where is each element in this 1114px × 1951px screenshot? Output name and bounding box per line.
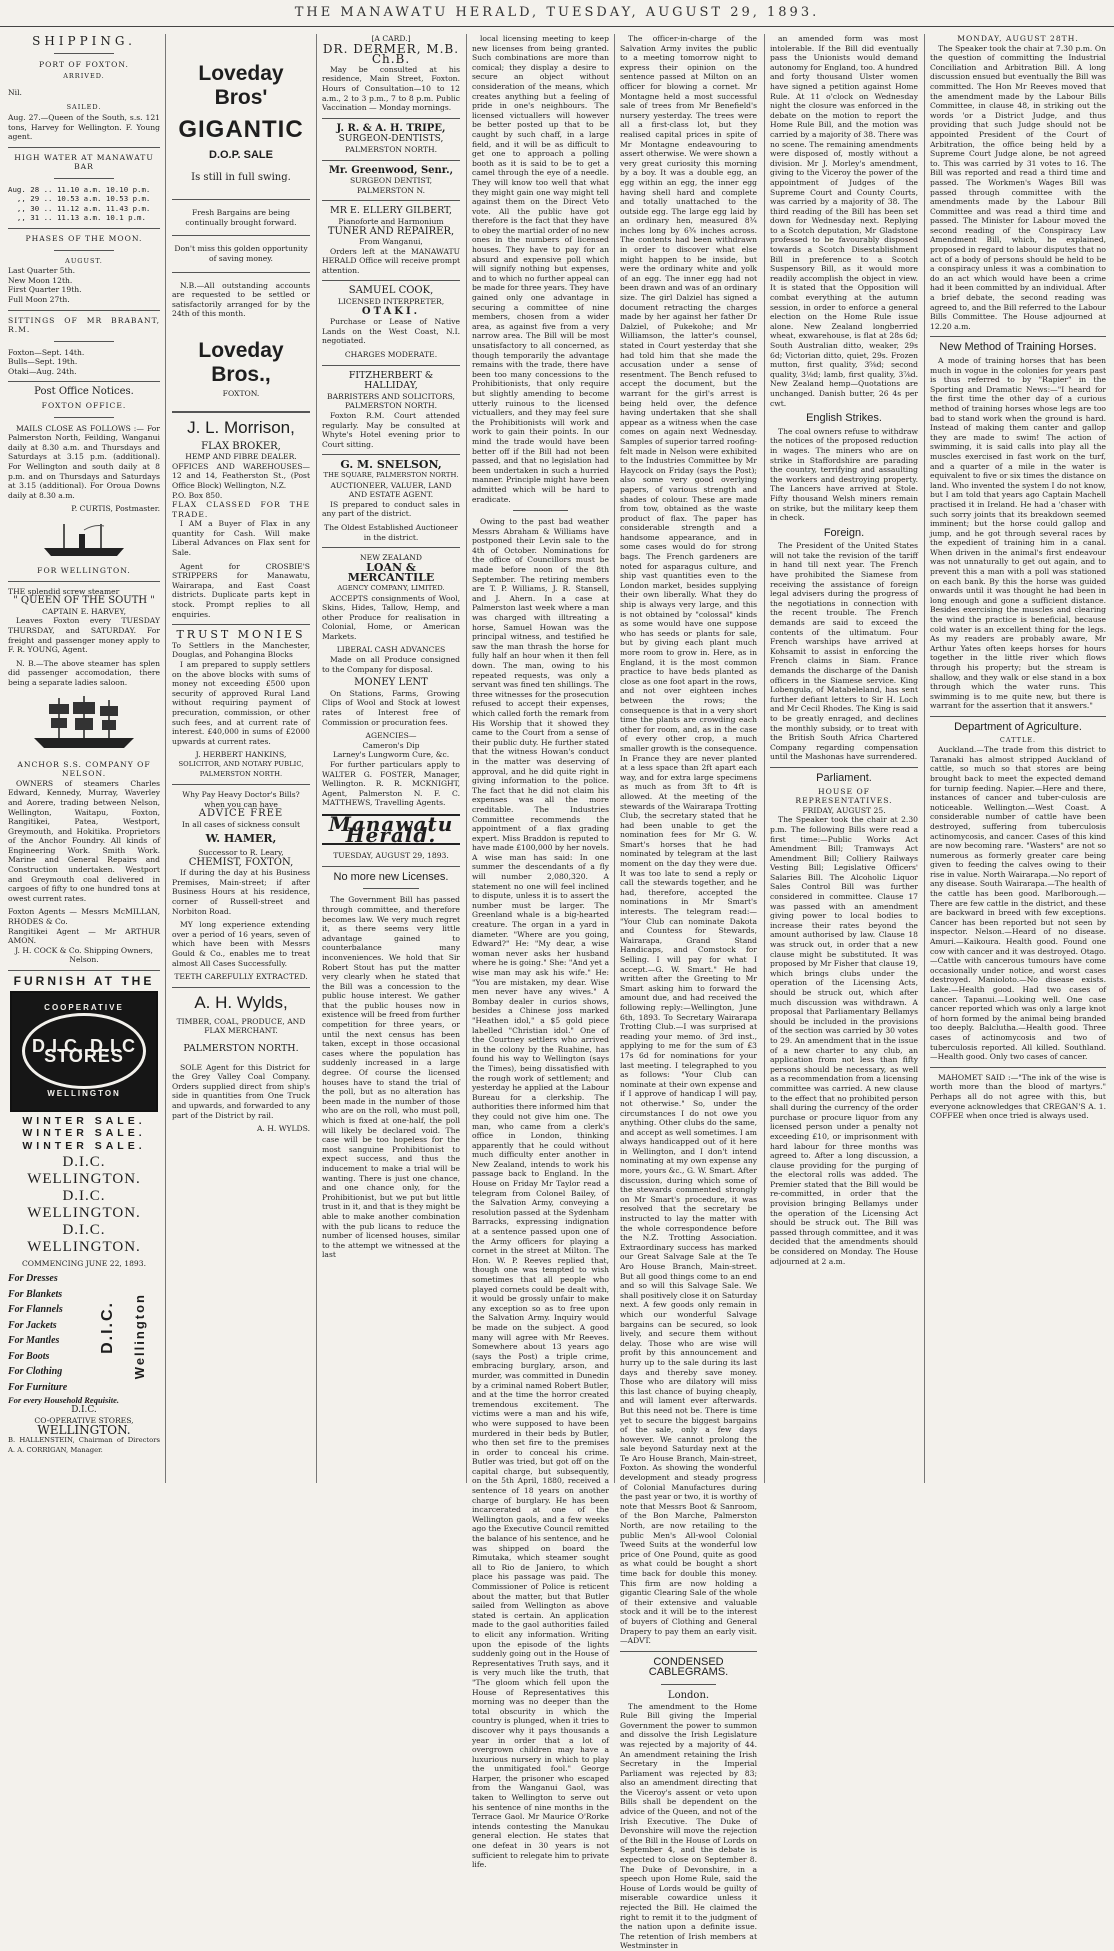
- divider: [322, 365, 460, 366]
- divider: [322, 866, 460, 867]
- list-item: For Flannels: [8, 1304, 63, 1316]
- why-pay: Why Pay Heavy Doctor's Bills? when you can have: [182, 790, 300, 809]
- cable-title: CONDENSED CABLEGRAMS.: [648, 1655, 729, 1679]
- sittings-row: Bulls—Sept. 19th.: [8, 357, 78, 367]
- wellington-title: WELLINGTON.: [37, 1423, 131, 1438]
- dic-wellington: D.I.C. WELLINGTON.: [27, 1187, 141, 1221]
- further: For further particulars apply to WALTER G. FOSTER, Manager, Wellington. R. R. MCKNIGHT, Agent, Palmerston N. F. C. MATTHEWS, Travelling Agents.: [322, 760, 460, 808]
- column-1: [8, 34, 160, 1483]
- divider: [54, 417, 115, 418]
- sittings-title: SITTINGS OF MR BRABANT, R.M.: [8, 315, 160, 335]
- dic-logo-top: COOPERATIVE: [44, 1002, 124, 1012]
- local-news-2: The officer-in-charge of the Salvation Army invites the public to a meeting tomorrow night to express their opinion on the sentence passed at Milton on an officer for blowing a cornet. Mr Montagne held a most successful sale of trees from Mr Benefield's nursery yesterday. The trees were all a first-class lot, but they realised capital prices in spite of Mr Montagne endeavouring to assert otherwise. We were shown a very great curiosity this morning by a boy. It was a double egg, an egg within an egg, the inner egg having shell hard and complete and totally unattached to the outside egg. The large egg laid by an ordinary hen, measured 8¾ inches long by 6¾ inches across. The contents had been withdrawn in order to discover what else might happen to be inside, but were the ordinary white and yolk of an egg. The inner egg had not been drawn and was of an ordinary size. The girl Dalziel has signed a document retracting the charges made by her against her father Dr Dalziel, of Pukekohe; and Mr Williamson, the latter's counsel, stated in Court yesterday that she had told him that she made the accusation under a sense of resentment. The Bench refused to accept the document, but the warrant for the girl's arrest is being held over, the defence having undertaken that she shall appear as a witness when the case comes on again next Wednesday. Samples of superior tarred roofing-felt made in Nelson were exhibited to the Industries Committee by Mr Haycock on Friday (says the Post); also some very good overlying papers, of various strength and shades of colour. These are made from tow, obtained as the waste product of flax. The paper has considerable strength and a handsome appearance, and in some cases would do for strong bags. The French gardeners are noted for asparagus culture, and ship vast quantities even to the London market, besides supplying their own liberally. What they do ship is always very large, and this is not obtained by "colossal" kinds as some would have one suppose who has seeds or plants for sale, but by giving each plant much more room to grow in. Here, as in England, it is the most common practice to have beds planted as close as one foot apart in the rows, and not over eighteen inches between the rows; the consequence is that in a very short time the plants are crowding each other for room, and, as in the case of every other crop, a much smaller growth is the consequence. In France they are never planted at a less space than 2ft apart each way, and for extra large specimens as much as from 3ft to 4ft is allowed. At the meeting of the stewards of the Wairarapa Trotting Club, the secretary stated that he had been unable to get the nomination fees for Mr G. W. Smart's horses that he had nominated by telegram at the last moment on the day they were due. It was too late to send a reply or call the stewards together, and he had, therefore, accepted the nominations in Mr Smart's interests. The telegram read:— "Your Club can nominate Dakota and Countess for Stewards, Wairarapa, Grand Stand Handicaps, and Comstock for Selling. I will pay for what I accept.—G. W. Smart." He had written after the Greeting to Mr Smart asking him to forward the amount due, and had received the following reply:—Wellington, June 6th, 1893. To Secretary Wairarapa Trotting Club.—I was surprised at reading your memo. of 3rd inst., applying to me for the sum of £3 17s 6d for nominations for your last meeting. I telegraphed to you as follows: "Your Club can nominate at their own expense and if I approve of handicap I will pay, not otherwise." So, under the circumstances I do not owe you anything. Other clubs do the same, and accept as well sometimes. I am always handicapped out of it here in Wellington, and I don't intend nominating at my own expense any more, yours &c., G. W. Smart. After discussion, during which some of the stewards commented strongly on Mr Smart's procedure, it was resolved that the secretary be instructed to lay the matter with the whole correspondence before the N.Z. Trotting Association. Extraordinary success has marked our Great Salvage Sale at the Te Aro House Branch, Main-street. But all good things come to an end and so will this Salvage Sale. We shall positively close it on Saturday next. A few goods only remain in which our wonderful Salvage bargains can be secured, so look lively, and secure them without delay. Those who are wise will profit by this announcement and hurry up to the sale during its last days and thereby save money. Those who are dilatory will miss this last chance of buying cheaply, and will lament ever afterwards. But this need not be. There is time yet to secure the biggest bargains of the sale, only a few days however. We cannot prolong the sale beyond Saturday next at the Te Aro House Branch, Main-street, Foxton. As showing the wonderful development and steady progress of Colonial Manufactures during the past year or two, it is worthy of note that Messrs Boot & Sanroom, of the Bon Marche, Palmerston North, are now retailing to the public Men's All-wool Colonial Tweed Suits at the wonderful low price of One Pound, quite as good as what could be bought a short time back for double this money. This firm are now holding a gigantic Clearing Sale of the whole of their extensive and valuable stock and it will be to the interest of buyers of Clothing and General Drapery to pay them an early visit.—ADVT.: [620, 34, 757, 1646]
- sailed-text: Aug. 27.—Queen of the South, s.s. 121 tons, Harvey for Wellington. F. Young agent.: [8, 112, 160, 142]
- column-rule: [924, 34, 925, 1483]
- loan-title: LOAN & MERCANTILE: [347, 560, 435, 585]
- tide-row: ,, 31 .. 11.13 a.m. 10.1 p.m.: [8, 213, 146, 223]
- hamer: W. HAMER,: [205, 831, 277, 845]
- column-6: [770, 34, 918, 1483]
- dept-title: Department of Agriculture.: [954, 720, 1082, 733]
- divider: [770, 767, 918, 768]
- horses-text: A mode of training horses that has been much in vogue in the colonies for years past is thus referred to by "Rapier" in the Sporting and Dramatic News:—"I heard for the first time the other day of a curious method of training horses whose legs are too bad to stand work when the ground is hard. Instead of making them canter and gallop they are made to swim! The action of swimming, it is said calls into play all the muscles exercised in fast work on the turf, and a quarter of a mile in the water is equivalent to five or six times the distance on land. Who invented the system I do not know, but I am told that years ago Captain Machell practised it in Ireland. He had a 'chaser with such sorry joints that its breakdown seemed imminent; but the horse could gallop and jump, and he got through several races by the expedient of training him in a canal. When driven in the animal's first endeavour was not unnaturally to get out again, and to prevent this a man with a poll was stationed on each bank. By this the horse was guided onwards until it was thought he had been in long enough and gone a sufficient distance. Besides exercising the muscles and clearing the wind the practice is beneficial, because cold water is an excellent thing for the legs. As my readers are probably aware, Mr Arthur Yates often keeps horses for hours together in the little river which flows through his property; but the stream is shallow, and they walk or else stand in a box through which the water runs. This swimming is to me quite new, but there is warrant for the assertion that it answers.": [930, 356, 1106, 711]
- mahomet-ad: MAHOMET SAID :—"The ink of the wise is worth more than the blood of martyrs." Perhaps all do not agree with this, but everyone acknowledges that CREGAN'S A. 1. COFFEE when once tried is always used.: [930, 1072, 1106, 1121]
- buyer-text: I AM a Buyer of Flax in any quantity for Cash. Will make Liberal Advances on Flax sent for Sale.: [172, 519, 310, 558]
- card-label: [A CARD.]: [371, 34, 411, 43]
- divider: [8, 310, 160, 311]
- foreign-text: The President of the United States will not take the revision of the tariff in hand till next year. The French have prohibited the Siamese from receiving the assistance of foreign legal advisers during the progress of the negotiations in connection with the recent trouble. The French demands are said to exceed the contents of the ultimatum. Four French warships have arrived at Kohsamit to assist in enforcing the French claims in Siam. France demands the discharge of the Danish officers in the Siamese service. King Lobengula, of Matabeleland, has sent further defiant letters to Sir H. Loch and Mr Cecil Rhodes. The King is said to be greatly enraged, and declines the monthly subsidy, or to treat with the British South Africa Chartered Company regarding compensation until the Mashonas have surrendered.: [770, 541, 918, 762]
- liberal: LIBERAL CASH ADVANCES: [336, 645, 446, 655]
- list-item: For Blankets: [8, 1288, 63, 1300]
- money-lent: MONEY LENT: [354, 677, 428, 689]
- for-wellington: FOR WELLINGTON.: [37, 566, 131, 575]
- dic-logo: [10, 991, 158, 1112]
- divider: [172, 784, 310, 785]
- no-more-title: No more new Licenses.: [333, 870, 449, 883]
- co-op-stores: CO-OPERATIVE STORES,: [34, 1415, 134, 1425]
- sailing-ship-icon: [29, 694, 139, 754]
- loveday-sign: Loveday Bros.,: [198, 338, 284, 386]
- divider: [172, 624, 310, 625]
- anchor-title: ANCHOR S.S. COMPANY OF NELSON.: [17, 759, 151, 779]
- licensing-article-cont: local licensing meeting to keep new licenses from being granted. Such combinations are more than comical; they display a desire to secure an object without consideration of the means, which creates anything but a feeling of pride in one's neighbours. The licensed victuallers will however be better posted up that to be caught by such chaff, in a large field, and it will be as difficult to get one to approach a polling booth as it is said to be to get a camel through the eye of a needle. They will know too well that what they might gain one way might tell against them on the Direct Veto vote. All the public have got therefore is the fact that they have to obey the martial order of no new ones in the numbers of licensed houses. They have to pay for an absurd and expensive poll which will signify nothing but expenses, and to which no further appeal can be made for three years. They have gained only one advantage in securing a committee of nine members, chosen from a wider area, as against five from a very narrow area. The Bill will be most unsatisfactory to all concerned, as though temporarily the advantage remains with the trade, there have been too many concessions to the Prohibitionists, that only require but slightly amending to become utterly ruinous to the licensed victuallers, and they may feel sure the Prohibitionists will work and work to gain their points. In our mind the trade would have been better off if the Bill had not been passed, and that no legislation had been undertaken in such a hurried manner. Principle might have been admitted which will be hard to eradicate.: [472, 34, 609, 504]
- furnish-heading: FURNISH AT THE: [13, 974, 155, 988]
- trust-text-2: I am prepared to supply settlers on the above blocks with sums of money not exceeding £500 upon security of approved Rural Land without requiring payment of precuration, commission, or other such fees, and at current rate of interest. £40,000 in sums of £2000 upwards at current rates.: [172, 660, 310, 746]
- larney: Larney's Lungworm Cure, &c.: [332, 750, 450, 760]
- dont-miss: Don't miss this golden opportunity of saving money.: [174, 244, 308, 263]
- london-heading: London.: [667, 1689, 710, 1701]
- purchase-text: Purchase or Lease of Native Lands on the West Coast, N.I. negotiated.: [322, 317, 460, 346]
- cable-text-cont: an amended form was most intolerable. If the Bill did eventually pass the Unionists would demand autonomy for England, too. A hundred and forty thousand Ulster women have signed a petition against Home Rule. At 11 o'clock on Wednesday night the closure was enforced in the debate on the motion to report the Home Rule Bill, and the motion was carried by a majority of 38. There was no scene. The remaining amendments were disposed of, mostly without a division. Mr J. Morley's amendment, giving to the Viceroy the power of the appointment of Judges of the Supreme Court and County Courts, was carried by a majority of 38. The third reading of the Bill has been set down for Wednesday next. Replying to a Scotch deputation, Mr Gladstone professed to be favourably disposed towards a Scotch Disestablishment Bill in preference to a Scotch Suspensory Bill, as it would more readily accomplish the object in view. It is stated that the Opposition will combat everything at the autumn session, in order to enforce a general election on the Home Rule issue alone. New Zealand longberried wheat, exwarehouse, is flat at 28s 6d; South Australian ditto, weaker, 29s 6d; Victorian ditto, quiet, 29s. Frozen mutton, first quality, 3⅝d; second quality, 3⅛d; lamb, first quality, 3⅞d. New Zealand hemp—Quotations are unchanged. Danish butter, 26 4s per cwt.: [770, 34, 918, 408]
- tripe-title: J. R. & A. H. TRIPE,: [336, 122, 446, 134]
- list-item: For every Household Requisite.: [8, 1395, 119, 1406]
- port-heading: PORT OF FOXTON.: [39, 59, 129, 69]
- commencing: COMMENCING JUNE 22, 1893.: [22, 1258, 146, 1268]
- dept-text: Auckland.—The trade from this district to Taranaki has almost stripped Auckland of cattle, so much so that stores are being brought back to meet the expected demand for turnip feeding. Napier.—Here and there, instances of cancer and tuber-culosis are noticeable. Wellington.—West Coast. A considerable number of cattle have been destroyed, suffering from tuberculosis actinomycosis, and cancer. Cases of this kind are now becoming rare. "Wasters" are not so numerous as formerly greater care being given to feeding the calves owing to their rise in value. North Wairarapa.—No report of any disease. South Wairarapa.—The health of the cattle has been good. Marlborough.—There are few cattle in the district, and these are backward in breed with few exceptions. Cancer has been reported but not seen by inspector. Nelson.—Heard of no disease. Amuri.—Kaikoura. Health good. Found one cow with cancer and it was destroyed. Otago.—Cattle with cancerous tumours have come occasionally under notice, and worst cases destroyed. Manioloto.—No disease exists. Lake.—Health good. Had two cases of cancer. Tapanui.—Looking well. One case cancer reported which was only a large knot of horn formed by the animal being branded too deeply. Balclutha.—Health good. Three cases of actinomycosis and two of tuberculosis reported. All killed. Southland.—Health good. Only two cases of cancer.: [930, 745, 1106, 1062]
- divider: [322, 160, 460, 161]
- dic-wellington: D.I.C. WELLINGTON.: [27, 1221, 141, 1255]
- foxton-label: FOXTON.: [222, 388, 260, 398]
- list-item: For Dresses: [8, 1273, 58, 1285]
- horses-title: New Method of Training Horses.: [939, 341, 1097, 354]
- cameron: Cameron's Dip: [362, 740, 420, 750]
- advice-free: ADVICE FREE: [198, 808, 284, 820]
- hemp-dealer: HEMP AND FIBRE DEALER.: [185, 452, 297, 462]
- barristers: BARRISTERS AND SOLICITORS,: [327, 391, 455, 401]
- snelson-title: G. M. SNELSON,: [340, 458, 442, 472]
- wellington-vertical: Wellington: [132, 1293, 148, 1380]
- dic-logo-mid: D.I.C. D.I.C STORES: [31, 1035, 136, 1067]
- agents: Foxton Agents — Messrs McMILLAN, RHODES & Co.: [8, 907, 160, 927]
- chemist: CHEMIST, FOXTON,: [188, 856, 294, 868]
- divider: [930, 716, 1106, 717]
- steamer-name: " QUEEN OF THE SOUTH ": [13, 595, 155, 607]
- tide-row: ,, 29 .. 10.53 a.m. 10.53 p.m.: [8, 194, 151, 204]
- divider: [8, 381, 160, 382]
- steamer-icon: [39, 520, 129, 560]
- divider: [930, 1067, 1106, 1068]
- wylds-sign: A. H. WYLDS.: [256, 1124, 310, 1134]
- local-news: Owing to the past bad weather Messrs Abraham & Williams have postponed their Levin sale to the 4th of October. Nominations for the office of Councillors must be made before noon of the 8th September. The retiring members are T. P. Williams, J. R. Stansell, and J. Ahern. In a case at Palmerston last week where a man was charged with illtreating a horse, Samuel Howan was the principal witness, and testified he saw the man thrash the horse for fully half an hour when it then fell down. The man, owing to his repeated requests, was only a servant was fined ten shillings. The three witnesses for the prosecution refused to accept their expenses, which called forth the remark from His Worship that it showed they came to the Court from a sense of their public duty. He further stated that the witness Howan's conduct in the matter was deserving of approval, and he did quite right in giving information to the police. The fact that he did not claim his expenses was all the more creditable. The Industries Committee recommends the appointment of a flax grading expert. Miss Braddon is reputed to have made £100,000 by her novels. A wise man has said: In one summer the descendants of a fly will number 2,080,320. A statement no one will feel inclined to dispute, unless it is to assert the number must be larger. The Greenland whale is a big-hearted creature. The organ in a yard in diameter. "Where are you going, Edward?" He: "My dear, a wise woman never asks her husband where he is going." She: "And yet a wise man may ask his wife." He: "You are mistaken, my dear. Wise men never have any wives." A Bombay dealer in curios shows, besides a Chinese joss marked "Heathen idol," a $5 gold piece labelled "Christian idol." One of the Courtney settlers who arrived in the colony by the Ruahine, has found his way to Wellington (says the Times), being dissatisfied with the rough work of settlement; and yesterday he applied at the Labour Bureau for a clerkship. The authorities there informed him that they could not give him one. The man, who came from a clerk's office in London, thinking apparently that he could without much difficulty enter another in New Zealand, intends to work his passage back to England. In the House on Friday Mr Taylor read a telegram from Colonel Bailey, of the Salvation Army, conveying a resolution passed at the Sydenham Barracks, expressing indignation at a sentence passed upon one of the Army officers for playing a cornet in the street at Milton. The Hon. W. P. Reeves replied that, though one was tempted to wish sometimes that all people who played cornets could be dealt with, it would be grossly unfair to make any exception so as to free upon the Salvation Army. Inquiry would be made on the subject. A good many will agree with Mr Reeves. Somewhere about 13 years ago (says the Post) a triple crime, embracing burglary, arson, and murder, was committed in Dunedin by a criminal named Robert Butler, and at the time the horror created tremendous excitement. The victims were a man and his wife, who were supposed to have been murdered in their beds by Butler, who then set fire to the premises in order to conceal his crime. Butler was tried, but got off on the capital charge, but subsequently, on the 5th April, 1880, received a sentence of 18 years on another charge of burglary. He has been incarcerated at one of the Wellington gaols, and a few weeks ago the Executive Council remitted the balance of his sentence, and he was shipped on board the Rimutaka, which steamer sought all to Rio de Janiero, to which place his passage was paid. The Commissioner of Police is reticent about the matter, but that Butler sailed from Wellington as above stated is certain. An application made to the gaol authorities failed to elicit any information. Writing upon the episode of the lights suddenly going out in the House of Representatives Truth says, and it is very much like the truth, that "The gloom which fell upon the House of Representatives this morning was no deeper than the total obscurity in which the country is plunged, when it tries to discover why it pays thousands a year in order that a lot of overgrown children may have a luxurious nursery in which to play the unmitigated fool." George Harper, the prisoner who escaped from the Wanganui Gaol, was taken to Wellington to serve out his sentence of nine months in the Terrace Gaol. Mr Maurice O'Rorke intends contesting the Manukau general election. He states that one defeat in 30 years is not sufficient to relegate him to private life.: [472, 517, 610, 1870]
- snelson-text: IS prepared to conduct sales in any part of the district.: [322, 499, 460, 519]
- shipping-title: SHIPPING.: [32, 34, 136, 48]
- divider: [661, 1684, 716, 1685]
- column-7: [930, 34, 1106, 1483]
- auctioneer: AUCTIONEER, VALUER, LAND AND ESTATE AGENT.: [330, 480, 452, 500]
- flax-broker: FLAX BROKER,: [201, 440, 281, 452]
- rangitikei-agent: Rangitikei Agent — Mr ARTHUR AMON.: [8, 926, 160, 946]
- palmerston-north: PALMERSTON NORTH.: [344, 144, 438, 154]
- column-2: [172, 34, 310, 1483]
- nb-text: N. B.—The above steamer has splen did passenger accomodation, there being a separate ladies saloon.: [8, 658, 160, 687]
- palmerston-n: PALMERSTON N.: [356, 185, 426, 195]
- palmerston-north: PALMERSTON NORTH.: [344, 401, 438, 411]
- steamer-text: THE splendid screw steamer: [8, 586, 120, 596]
- column-rule: [165, 34, 166, 1483]
- column-rule: [764, 34, 765, 1483]
- tuner: TUNER AND REPAIRER,: [327, 225, 455, 237]
- tide-row: Aug. 28 .. 11.10 a.m. 10.10 p.m.: [8, 184, 151, 194]
- from-wanganui: From Wanganui,: [359, 237, 423, 247]
- column-4: [472, 34, 610, 1870]
- teeth: TEETH CAREFULLY EXTRACTED.: [174, 972, 308, 982]
- money-text: On Stations, Farms, Growing Clips of Wool and Stock at lowest rates of Interest free of Commission or procuration fees.: [322, 688, 460, 727]
- interpreter: LICENSED INTERPRETER,: [337, 297, 445, 307]
- column-rule: [466, 34, 467, 1483]
- chemist-text: If during the day at his Business Premises, Main-street; if after Business Hours at his residence, corner of Russell-street and Norbiton Road.: [172, 868, 310, 916]
- divider: [620, 1651, 757, 1652]
- moon-row: Full Moon 27th.: [8, 294, 70, 304]
- arrived-label: ARRIVED.: [63, 72, 105, 81]
- divider: [172, 987, 310, 988]
- gigantic-title: GIGANTIC: [178, 116, 304, 143]
- fitzherbert-text: Foxton R.M. Court attended regularly. May be consulted at Whyte's Hotel evening prior to Court sitting.: [322, 411, 460, 449]
- divider: [322, 547, 460, 548]
- surgeon-dentist: SURGEON DENTIST,: [349, 176, 433, 186]
- list-item: For Jackets: [8, 1319, 57, 1331]
- loveday-title: Loveday Bros': [198, 62, 284, 109]
- cock-owners: J. H. COCK & Co. Shipping Owners, Nelson.: [15, 945, 153, 965]
- ellery-title: MR E. ELLERY GILBERT,: [329, 205, 453, 217]
- parliament-sub: HOUSE OF REPRESENTATIVES.: [795, 786, 893, 806]
- leaves-text: Leaves Foxton every TUESDAY THURSDAY, and SATURDAY. For freight and passenger money apply to F. R. YOUNG, Agent.: [8, 616, 160, 655]
- divider: [172, 199, 310, 200]
- wylds-title: A. H. Wylds,: [194, 992, 288, 1012]
- dept-sub: CATTLE.: [999, 735, 1037, 744]
- parliament-text: The Speaker took the chair at 2.30 p.m. The following Bills were read a first time:—Public Works Act Amendment Bill; Tramways Act Amendment Bill; Colliery Railways Vesting Bill; Legislative Officers' Salaries Bill. The Alcoholic Liquor Sales Control Bill was further considered in committee. Clause 17 was passed with an amendment giving power to local bodies to increase their rates beyond the amount authorised by law. Clause 18 was struck out, in order that a new clause might be substituted. It was proposed by Mr Fisher that clause 19, which brings clubs under the operation of the Licensing Acts, should be struck out, which after much discussion was withdrawn. A proposal that Parliamentary Bellamys should be included in the provisions of the section was carried by 30 votes to 29. An amendment that in the issue of a new charter to any club, an application from not less than fifty persons should be necessary, as well as a recommendation from a licensing committee was carried. A new clause to the effect that no prohibited person shall during the currency of the order purchase or procure liquor from any licensed person under a penalty not exceeding £10, or imprisonment with hard labour for three months was agreed to. After a long discussion, a clause providing for the purging of the electoral rolls was added. The Premier stated that the Bill would be re-committed, in order that the provision bringing Bellamys under the operation of the Licensing Act should be struck out. The Bill was passed through committee, and it was decided that the amendments should be considered on Monday. The House adjourned at 2 a.m.: [770, 815, 918, 1266]
- hankins: J. HERBERT HANKINS,: [195, 750, 287, 760]
- column-rule: [316, 34, 317, 1483]
- flax-classed: FLAX CLASSED FOR THE TRADE.: [172, 500, 310, 519]
- no-more-article: The Government Bill has passed through committee, and therefore becomes law. We very much regret it, as there seems very little advantage gained to counterbalance many inconveniences. We hold that Sir Robert Stout has put the matter very clearly when he stated that the Bill was a concession to the public house interest. We gather that the public houses now in existence will be freed from further competition for three years, or until the next census has been taken, except in those occasional cases where the population has suddenly increased in a large degree. Of course the licensed houses have to stand the trial of the poll, but as no alteration has been made in the number of those who are on the roll, who must poll, which is fixed at one-half, the poll will likely be declared void. The case will be too hopeless for the most sanguine Prohibitionist to expect success, and thus the inducement to make a trial will be wanting. There is just one chance, and one chance only, for the Prohibitionist, but we put but little trust in it, and that is they might be able to make another combination with the pub licans to reduce the number of licensed houses, similar to the attempt we witnessed at the last: [322, 895, 460, 1260]
- made-text: Made on all Produce consigned to the Company for disposal.: [322, 655, 460, 674]
- post-title: Post Office Notices.: [34, 386, 134, 398]
- full-swing: Is still in full swing.: [191, 171, 291, 183]
- monday-text: The Speaker took the chair at 7.30 p.m. On the question of committing the Industrial Conciliation and Arbitration Bill. A long discussion ensued but eventually the Bill was committed. The Hon Mr Reeves moved that the amendment made by the Labour Bills Committee, in clause 48, in striking out the words 'or a District Judge, and thus providing that such Judge should not be appointed President of the Court of Arbitration, the office being held by a Supreme Court Judge alone, be not agreed to. This was carried by 31 votes to 16. The Bill was reported and read a third time and passed. The Workmen's Wages Bill was passed through committee with the amendments made by the Labour Bill Committee and was read a third time and passed. The Minister for Labour moved the second reading of the Conspiracy Law Amendment Bill, which, he explained, proposed in regard to labour disputes that no act of a body of persons should be held to be a conspiracy unless it was a combination to do an act which would have been a crime had it been committed by an individual. After a brief debate, the second reading was agreed to, and the Bill referred to the Labour Bills Committee. The House adjourned at 12.20 a.m.: [930, 43, 1106, 331]
- dermer-title: DR. DERMER, M.B. Ch.B.: [322, 41, 460, 67]
- fresh-bargains: Fresh Bargains are being continually brought forward.: [185, 208, 297, 227]
- agency: AGENCY COMPANY, LIMITED.: [337, 583, 445, 592]
- divider: [8, 970, 160, 971]
- moon-row: New Moon 12th.: [8, 275, 73, 285]
- divider: [322, 200, 460, 201]
- successor: Successor to R. Leary,: [198, 848, 284, 858]
- greenwood-title: Mr. Greenwood, Senr.,: [328, 164, 454, 176]
- orders-text: Orders left at the MANAWATU HERALD Office will receive prompt attention.: [322, 246, 460, 275]
- cable-text: The amendment to the Home Rule Bill giving the Imperial Government the power to summon and dissolve the Irish Legislature was rejected by a majority of 44. An amendment retaining the Irish Secretary in the Imperial Parliament was rejected by 83; also an amendment directing that the Viceroy's assent or veto upon Bills shall be dependent on the advice of the Queen, and not of the Irish Executive. The Duke of Devonshire will move the rejection of the Bill in the House of Lords on September 4, and the debate is expected to close on September 8. The Duke of Devonshire, in a speech upon Home Rule, said the House of Lords would be guilty of miserable cowardice unless it rejected the Bill. He claimed the right to remit it to the judgment of the nation upon a definite issue. The retention of Irish members at Westminster in: [620, 1701, 757, 1951]
- trust-text: To Settlers in the Manchester, Douglas, and Pohangina Blocks: [172, 640, 310, 660]
- trust-monies: TRUST MONIES: [176, 628, 306, 642]
- divider: [54, 341, 115, 342]
- moon-row: First Quarter 19th.: [8, 285, 82, 295]
- column-5: [620, 34, 757, 1951]
- agent-text: Agent for CROSBIE'S STRIPPERS for Manawatu, Wairarapa, and East Coast districts. Duplicate parts kept in stock. Prompt replies to all enquiries.: [172, 561, 310, 619]
- dic-logo-bottom: WELLINGTON: [47, 1089, 121, 1099]
- masthead: [0, 0, 1114, 27]
- english-strikes-text: The coal owners refuse to withdraw the notices of the proposed reduction in wages. The miners who are on strike in Staffordshire are parading the country, terrifying and assaulting the workers and destroying property. The Lancers have arrived at Stole. Fifty thousand Welsh miners remain on strike, but the military keep them in check.: [770, 426, 918, 523]
- anchor-text: OWNERS of steamers Charles Edward, Kennedy, Murray, Waverley and Aorere, trading between Nelson, Wellington, Waitapu, Foxton, Rangitikei, Patea, Westport, Greymouth, and Hokitika. Proprietors of the Anchor Foundry. All kinds of Engineering Work. Smith Work. Marine and General Repairs and Construction undertaken. Westport and Greymouth coal delivered in cargoes of fifty to one hundred tons at owest current rates.: [8, 778, 160, 903]
- divider: [172, 272, 310, 273]
- directors: B. HALLENSTEIN, Chairman of Directors A. A. CORRIGAN, Manager.: [8, 1435, 160, 1454]
- herald-title: Manawatu Herald.: [322, 814, 460, 845]
- morrison-title: J. L. Morrison,: [187, 417, 295, 437]
- cook-title: SAMUEL COOK,: [348, 285, 434, 297]
- column-rule: [614, 34, 615, 1483]
- dic-vertical: D.I.C.: [99, 1301, 117, 1355]
- surgeon-dentists: SURGEON-DENTISTS,: [338, 134, 444, 145]
- timber: TIMBER, COAL, PRODUCE, AND FLAX MERCHANT.: [176, 1016, 306, 1036]
- nb-accounts: N.B.—All outstanding accounts are requested to be settled or satisfactorily arranged for by the 24th of this month.: [172, 280, 310, 319]
- post-sub: FOXTON OFFICE.: [41, 401, 127, 411]
- monday-date: MONDAY, AUGUST 28TH.: [957, 34, 1079, 43]
- arrived-text: Nil.: [8, 87, 22, 97]
- english-strikes-title: English Strikes.: [806, 412, 882, 425]
- accepts-text: ACCEPTS consignments of Wool, Skins, Hides, Tallow, Hemp, and other Produce for realisation in Colonial, Home, or American Markets.: [322, 593, 460, 641]
- dop-sale: D.O.P. SALE: [209, 149, 273, 161]
- palmerston-north: PALMERSTON NORTH.: [183, 1043, 299, 1054]
- winter-sale: WINTER SALE.: [22, 1139, 146, 1152]
- otaki: OTAKI.: [361, 305, 421, 317]
- parliament-title: Parliament.: [816, 771, 872, 784]
- list-item: For Mantles: [8, 1335, 60, 1347]
- divider: [8, 147, 160, 148]
- sittings-row: Otaki—Aug. 24th.: [8, 366, 77, 376]
- offices: OFFICES AND WAREHOUSES— 12 and 14, Featherston St., (Post Office Block) Wellington, N.Z.: [172, 461, 310, 490]
- sittings-row: Foxton—Sept. 14th.: [8, 347, 85, 357]
- dic-wellington: D.I.C. WELLINGTON.: [27, 1153, 141, 1187]
- foreign-title: Foreign.: [823, 526, 865, 539]
- divider: [8, 228, 160, 229]
- post-text: MAILS CLOSE AS FOLLOWS :— For Palmerston North, Feilding, Wanganui daily at 8.30 a.m. and Thursdays and Saturdays at 3.15 p.m. (additional). For Wellington and south daily at 8 p.m. and on Thursdays and Saturdays at 3.15 (additional). For Oroua Downs daily at 8.30 a.m.: [8, 423, 160, 500]
- herald-date: TUESDAY, AUGUST 29, 1893.: [333, 851, 449, 861]
- winter-sale: WINTER SALE.: [22, 1114, 146, 1127]
- divider: [513, 510, 568, 511]
- list-item: For Furniture: [8, 1381, 68, 1393]
- divider: [930, 336, 1106, 337]
- divider: [363, 888, 418, 889]
- nz: NEW ZEALAND: [360, 553, 422, 563]
- moon-row: Last Quarter 5th.: [8, 266, 75, 276]
- divider: [8, 581, 160, 582]
- pianoforte: Pianoforte and Harmonium: [338, 216, 444, 226]
- sailed-label: SAILED.: [66, 103, 102, 112]
- divider: [172, 411, 310, 413]
- divider: [322, 454, 460, 455]
- divider: [54, 250, 115, 251]
- tide-row: ,, 30 .. 11.12 a.m. 11.43 p.m.: [8, 203, 151, 213]
- moon-title: PHASES OF THE MOON.: [25, 233, 143, 243]
- list-item: For Boots: [8, 1350, 50, 1362]
- divider: [322, 118, 460, 119]
- sole-agent: SOLE Agent for this District for the Grey Valley Coal Company. Orders supplied direct from ship's side in quantities from One Truck and upwards, and forwarded to any part of the District by rail.: [172, 1062, 310, 1120]
- oldest: The Oldest Established Auctioneer in the district.: [324, 522, 458, 542]
- parliament-date: FRIDAY, AUGUST 25.: [802, 805, 886, 815]
- post-sign: P. CURTIS, Postmaster.: [71, 504, 160, 514]
- divider: [54, 178, 115, 179]
- dic-items: [8, 1271, 160, 1405]
- po-box: P.O. Box 850.: [172, 490, 223, 500]
- dic-logo-ring: [22, 1013, 146, 1089]
- agencies: AGENCIES—: [365, 731, 417, 741]
- moon-month: AUGUST.: [65, 256, 103, 265]
- divider: [172, 235, 310, 236]
- experience: MY long experience extending over a period of 16 years, seven of which have been with Messrs Gould & Co., enables me to treat almost All Cases Successfully.: [172, 920, 310, 968]
- masthead-title: THE MANAWATU HERALD, TUESDAY, AUGUST 29, 1893.: [294, 5, 820, 20]
- consult: In all cases of sickness consult: [181, 819, 301, 829]
- divider: [54, 53, 115, 54]
- solicitor: SOLICITOR, AND NOTARY PUBLIC, PALMERSTON NORTH.: [178, 759, 304, 778]
- fitzherbert-title: FITZHERBERT & HALLIDAY,: [348, 369, 434, 392]
- column-3: [322, 34, 460, 1483]
- square: THE SQUARE, PALMERSTON NORTH.: [323, 470, 459, 479]
- list-item: For Clothing: [8, 1366, 63, 1378]
- captain: CAPTAIN E. HARVEY,: [42, 606, 126, 616]
- dic-co: D.I.C.: [71, 1405, 97, 1416]
- charges: CHARGES MODERATE.: [344, 350, 438, 360]
- divider: [322, 280, 460, 281]
- tide-title: HIGH WATER AT MANAWATU BAR: [14, 152, 154, 172]
- winter-sale: WINTER SALE.: [22, 1127, 146, 1140]
- dermer-text: May be consulted at his residence, Main Street, Foxton. Hours of Consultation—10 to 12 a.m., 2 to 3 p.m., 7 to 8 p.m. Public Vaccination — Monday mornings.: [322, 64, 460, 113]
